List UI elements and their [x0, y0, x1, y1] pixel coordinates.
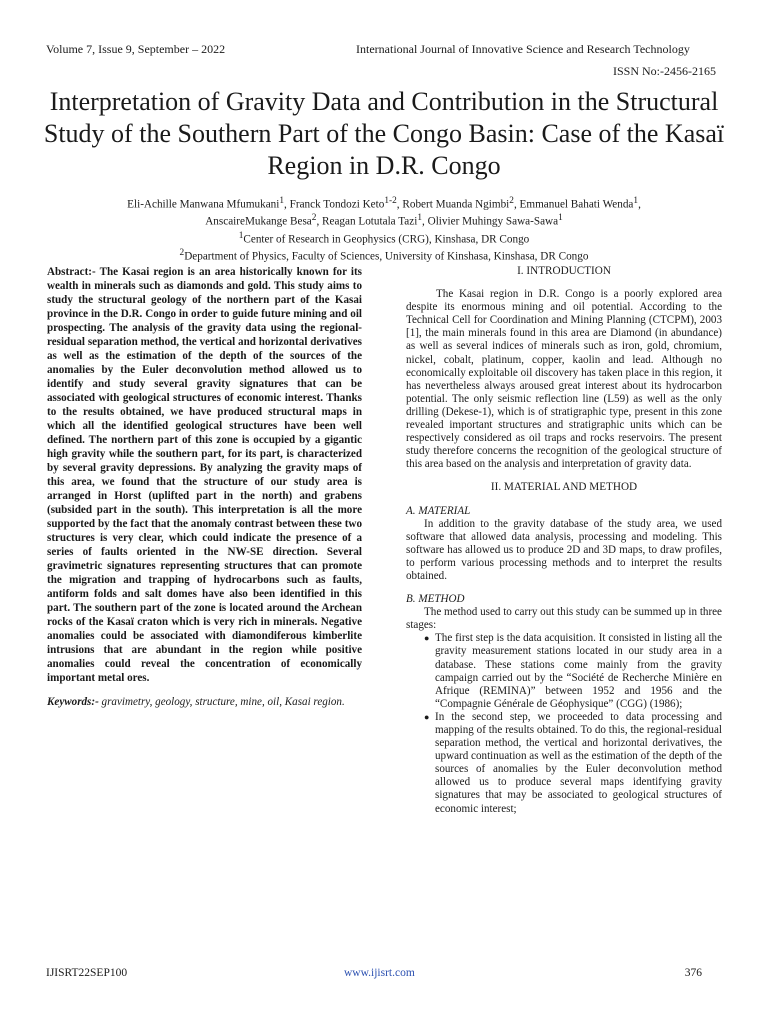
left-column — [47, 265, 362, 709]
author-block — [20, 195, 748, 264]
bullet-icon: ● — [424, 711, 430, 722]
list-item — [406, 711, 722, 816]
author-name: Eli-Achille Manwana Mfumukani — [127, 198, 280, 211]
issn: ISSN No:-2456-2165 — [612, 64, 716, 78]
bullet-icon: ● — [424, 633, 430, 644]
author-separator: , — [638, 198, 641, 211]
affiliation-text: Center of Research in Geophysics (CRG), Kinshasa, DR Congo — [243, 233, 530, 246]
author-name: , Robert Muanda Ngimbi — [396, 198, 510, 211]
material-paragraph: In addition to the gravity database of the study area, we used software that allowed data analysis, processing and modeling. This software has allowed us to produce 2D and 3D maps, to draw profiles, to perform various processing methods and to interpret the results obtained. — [406, 517, 722, 582]
author-affiliation-mark: 2 — [311, 213, 317, 224]
subheading-material: A. MATERIAL — [406, 504, 471, 517]
list-item — [406, 632, 722, 711]
list-item-text: In the second step, we proceeded to data processing and mapping of the results obtained. To do this, the regional-residual separation method, the vertical and horizontal derivatives, the upward continuation as well as the estimation of the depth of the sources of anomalies by the Euler deconvolution method allowed us to produce several maps identifying gravity signatures that may be associated to geological structures of economic interest; — [435, 710, 722, 815]
author-name: , Reagan Lotutala Tazi — [316, 216, 418, 229]
keywords — [47, 695, 362, 709]
paper-title: Interpretation of Gravity Data and Contribution in the Structural Study of the Southern Part of the Congo Basin: Case of the Kasaï Region in D.R. Congo — [43, 87, 725, 180]
affiliation-2 — [20, 247, 748, 264]
affiliation-text: Department of Physics, Faculty of Sciences, University of Kinshasa, Kinshasa, DR Congo — [184, 250, 589, 263]
author-name: , Olivier Muhingy Sawa-Sawa — [422, 216, 559, 229]
section-heading-material-method: II. MATERIAL AND METHOD — [490, 481, 638, 494]
page-number: 376 — [684, 967, 702, 979]
affiliation-1 — [20, 230, 748, 247]
journal-website-link[interactable]: www.ijisrt.com — [344, 967, 415, 979]
keywords-list: gravimetry, geology, structure, mine, oil, Kasai region. — [98, 696, 345, 708]
affiliation-mark: 2 — [179, 247, 185, 258]
article-code: IJISRT22SEP100 — [46, 967, 128, 979]
author-name: AnscaireMukange Besa — [205, 216, 312, 229]
keywords-label: Keywords:- — [47, 696, 99, 708]
subheading-method: B. METHOD — [406, 593, 465, 606]
volume-issue: Volume 7, Issue 9, September – 2022 — [46, 42, 226, 56]
method-steps-list — [406, 632, 722, 815]
author-affiliation-mark: 1 — [417, 213, 423, 224]
author-affiliation-mark: 2 — [509, 196, 514, 206]
author-affiliation-mark: 1 — [279, 196, 285, 206]
affiliation-mark: 1 — [238, 230, 244, 241]
abstract: Abstract:- The Kasai region is an area historically known for its wealth in minerals such as diamonds and gold. This study aims to study the structural geology of the northern part of the Kasai province in the D.R. Congo in order to guide future mining and oil prospecting. The analysis of the gravity data using the regional-residual separation method, the vertical and horizontal derivatives as well as the estimation of the depth of the sources of the anomalies by the Euler deconvolution method allowed us to identify and study several gravity signatures that can be associated with geological structures of economic interest. Thanks to the results obtained, we have produced structural maps in which all the identified geological structures have been well defined. The northern part of this zone is occupied by a gigantic high gravity while the southern part, for its part, is characterized by several gravity depressions. By analyzing the gravity maps of this area, we found that the structure of our study area is arranged in Horst (uplifted part in the north) and grabens (subsided part in the south). This interpretation is all the more supported by the fact that the anomaly contrast between these two structures is very clear, which could indicate the presence of a series of faults oriented in the NW-SE direction. Several gravimetric signatures representing structures that can promote the migration and trapping of hydrocarbons such as faults, antiform folds and salt domes have also been identified in this part. The southern part of the zone is located around the Archean rocks of the Kasaï craton which is very rich in minerals. Negative anomalies could be associated with diamondiferous kimberlite intrusions that are abundant in the region while positive anomalies could reveal the concentration of economically important metal ores. — [47, 266, 362, 684]
journal-name: International Journal of Innovative Science and Research Technology — [356, 42, 690, 56]
right-column — [406, 265, 722, 816]
author-affiliation-mark: 1-2 — [384, 196, 397, 206]
author-line-1 — [20, 195, 748, 212]
author-name: , Emmanuel Bahati Wenda — [513, 198, 634, 211]
section-heading-introduction: I. INTRODUCTION — [517, 265, 611, 277]
author-line-2 — [20, 212, 748, 229]
method-paragraph: The method used to carry out this study can be summed up in three stages: — [406, 606, 722, 632]
author-name: , Franck Tondozi Keto — [284, 198, 385, 211]
list-item-text: The first step is the data acquisition. It consisted in listing all the gravity measurement stations located in our study area in a database. These stations come mainly from the gravity campaign carried out by the “Société de Recherche Minière en Afrique (REMINA)” between 1952 and 1956 and the “Compagnie Générale de Géophysique” (CGG) (1986); — [435, 632, 722, 710]
author-affiliation-mark: 1 — [558, 213, 563, 224]
author-affiliation-mark: 1 — [633, 196, 639, 206]
introduction-paragraph: The Kasai region in D.R. Congo is a poorly explored area despite its enormous mining and oil potential. According to the Technical Cell for Coordination and Mining Planning (CTCPM), 2003 [1], the main minerals found in this area are Diamond (in abundance) as well as several indices of minerals such as iron, gold, chromium, nickel, cobalt, platinum, copper, kaolin and lead. Although no economically exploitable oil discovery has taken place in this region, it has nevertheless always aroused great interest about its hydrocarbon potential. The only seismic reflection line (L59) as well as the only drilling (Dekese-1), which is of stratigraphic type, present in this zone revealed important structures and stratigraphic units which can be respectively considered as oil traps and rocks reservoirs. The present study therefore concerns the recognition of the geological structure of this area based on the analysis and interpretation of gravity data. — [406, 288, 722, 471]
